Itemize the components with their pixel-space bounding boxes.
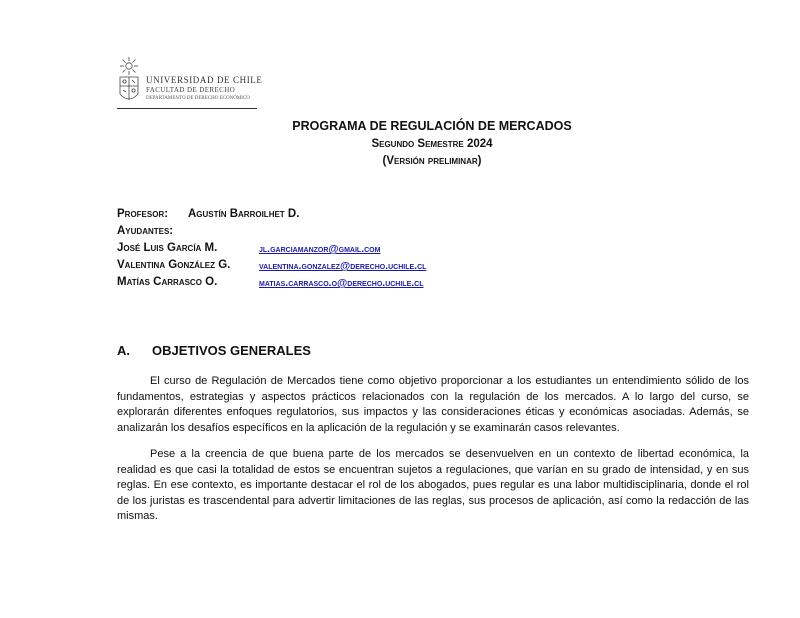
semester-label: Segundo Semestre 2024 — [371, 138, 493, 150]
assistant-email-link[interactable]: matias.carrasco.o@derecho.uchile.cl — [259, 277, 424, 289]
assistant-email-link[interactable]: valentina.gonzalez@derecho.uchile.cl — [259, 260, 427, 272]
assistants-label: Ayudantes: — [117, 225, 174, 237]
section-letter: A. — [117, 343, 130, 358]
university-crest-icon — [117, 56, 141, 108]
university-name: UNIVERSIDAD DE CHILE — [146, 75, 263, 85]
professor-name: Agustín Barroilhet D. — [188, 208, 300, 220]
assistant-name: Valentina González G. — [117, 259, 231, 271]
assistant-name: Matías Carrasco O. — [117, 276, 218, 288]
faculty-name: FACULTAD DE DERECHO — [146, 86, 236, 94]
university-logo — [117, 56, 263, 110]
professor-label: Profesor: — [117, 208, 169, 220]
paragraph: El curso de Regulación de Mercados tiene como objetivo proporcionar a los estudiantes un entendimiento sólido de los fundamentos, estrategias y aspectos prácticos relacionados con la regulación de los mercados. A lo largo del curso, se explorarán diferentes enfoques regulatorios, sus impactos y las consideraciones éticas y económicas asociadas. Además, se analizarán los desafíos específicos en la aplicación de la regulación y se examinarán casos relevantes. — [117, 375, 749, 434]
assistant-email-link[interactable]: jl.garciamanzor@gmail.com — [259, 243, 381, 255]
department-name: DEPARTAMENTO DE DERECHO ECONÓMICO — [146, 96, 250, 101]
assistant-name: José Luis García M. — [117, 242, 218, 254]
program-title: PROGRAMA DE REGULACIÓN DE MERCADOS — [292, 119, 572, 133]
paragraph: Pese a la creencia de que buena parte de los mercados se desenvuelven en un contexto de libertad económica, la realidad es que casi la totalidad de estos se encuentran sujetos a regulaciones, que varían en su grado de intensidad, y en sus reglas. En ese contexto, es importante destacar el rol de los abogados, pues regular es una labor multidisciplinaria, donde el rol de los juristas es trascendental para advertir limitaciones de las reglas, sus procesos de aplicación, así como la redacción de las mismas. — [117, 448, 749, 522]
logo-divider — [117, 108, 257, 109]
section-title: OBJETIVOS GENERALES — [152, 343, 311, 358]
version-label: (Versión preliminar) — [382, 155, 482, 167]
